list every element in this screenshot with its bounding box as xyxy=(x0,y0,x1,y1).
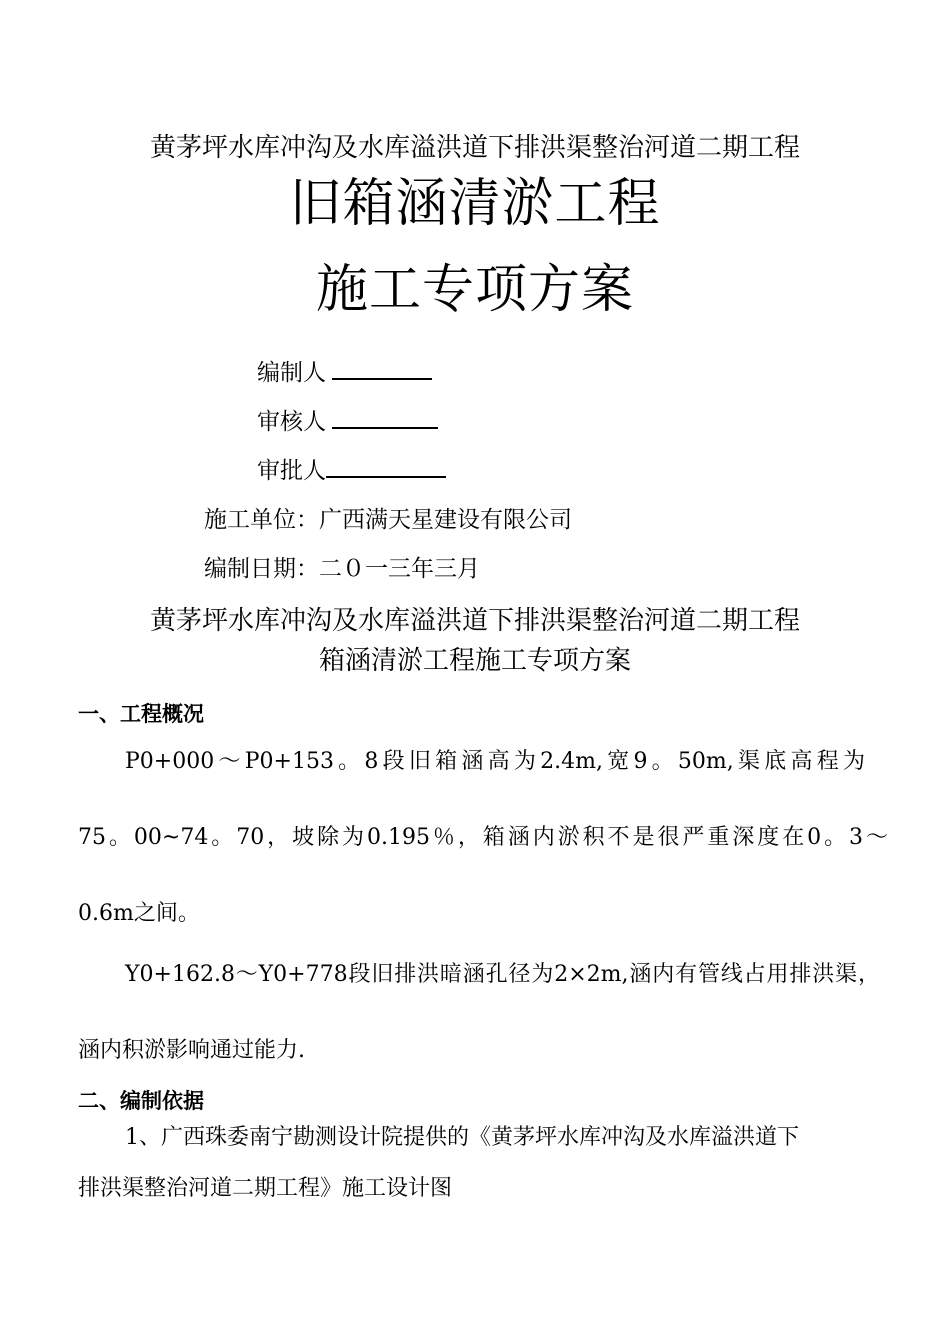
paragraph-line: 75。00~74。70，坡除为0.195％，箱涵内淤积不是很严重深度在0。3～ xyxy=(78,825,888,850)
construction-unit: 施工单位：广西满天星建设有限公司 xyxy=(204,507,572,533)
compiler-label: 编制人 xyxy=(257,360,326,386)
section-heading-overview: 一、工程概况 xyxy=(78,702,204,726)
section-heading-basis: 二、编制依据 xyxy=(78,1089,204,1113)
cover-main-title-line2: 施工专项方案 xyxy=(315,260,634,320)
approver-signature-line xyxy=(326,454,446,478)
reviewer-label: 审核人 xyxy=(257,409,326,435)
compiler-signature-line xyxy=(332,356,432,380)
reviewer-signature-line xyxy=(332,405,438,429)
paragraph-line: 1、广西珠委南宁勘测设计院提供的《黄茅坪水库冲沟及水库溢洪道下 xyxy=(125,1125,799,1150)
paragraph-line: 0.6m之间。 xyxy=(78,901,200,926)
compile-date: 编制日期：二０一三年三月 xyxy=(204,556,480,582)
content-project-title: 黄茅坪水库冲沟及水库溢洪道下排洪渠整治河道二期工程 xyxy=(149,606,800,636)
reviewer-field xyxy=(257,405,438,437)
paragraph-line: 排洪渠整治河道二期工程》施工设计图 xyxy=(78,1176,453,1201)
paragraph-line: 涵内积淤影响通过能力. xyxy=(78,1038,305,1063)
cover-main-title-line1: 旧箱涵清淤工程 xyxy=(289,174,661,234)
approver-label: 审批人 xyxy=(257,458,326,484)
compiler-field xyxy=(257,356,432,388)
paragraph-line: Y0+162.8～Y0+778段旧排洪暗涵孔径为2×2m,涵内有管线占用排洪渠， xyxy=(125,962,880,987)
cover-project-title: 黄茅坪水库冲沟及水库溢洪道下排洪渠整治河道二期工程 xyxy=(149,133,800,163)
approver-field xyxy=(257,454,446,486)
content-subtitle: 箱涵清淤工程施工专项方案 xyxy=(318,646,631,676)
paragraph-line: P0+000～P0+153。8段旧箱涵高为2.4m,宽9。50m,渠底高程为 xyxy=(125,749,865,774)
